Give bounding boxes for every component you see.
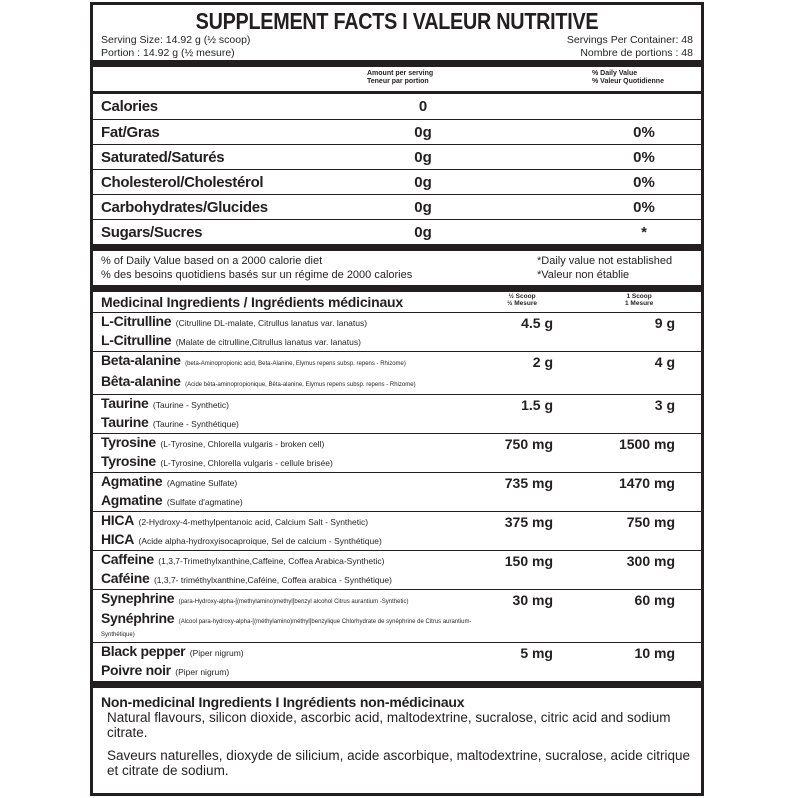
- ingredient-name-fr: Poivre noir: [101, 662, 171, 678]
- half-scoop-header: [507, 293, 537, 307]
- nutrient-dv: 0%: [633, 199, 655, 216]
- full-scoop-amount: 10 mg: [634, 645, 675, 661]
- full-scoop-header: [625, 293, 653, 307]
- panel-title: SUPPLEMENT FACTS I VALEUR NUTRITIVE: [195, 8, 599, 34]
- half-scoop-amount: 2 g: [532, 354, 553, 370]
- full-scoop-amount: 300 mg: [626, 553, 675, 569]
- non-medicinal-title: Non-medicinal Ingredients I Ingrédients non-médicinaux: [101, 694, 465, 710]
- servings-per-container-fr: Nombre de portions : 48: [580, 47, 693, 59]
- ingredient-desc-en: (1,3,7-Trimethylxanthine,Caffeine, Coffea Arabica-Synthetic): [158, 556, 385, 566]
- supplement-facts-panel: [90, 2, 704, 796]
- divider-thick: [93, 285, 701, 292]
- nutrient-dv: *: [641, 224, 647, 241]
- ingredient-row: [93, 351, 701, 394]
- ingredient-desc-en: (beta-Aminopropionic acid, Beta-Alanine, Elymus repens subsp. repens - Rhizome): [185, 361, 406, 367]
- half-scoop-amount: 1.5 g: [521, 397, 553, 413]
- full-scoop-amount: 1500 mg: [618, 436, 675, 452]
- ingredient-row: [93, 550, 701, 589]
- footnote-left-fr: % des besoins quotidiens basés sur un régime de 2000 calories: [101, 269, 413, 281]
- ingredient-name-fr: Caféine: [101, 570, 150, 586]
- nutrient-amount: 0g: [414, 174, 432, 191]
- ingredient-name-en: Black pepper: [101, 643, 186, 659]
- ingredient-desc-en: (Agmatine Sulfate): [166, 478, 238, 488]
- nutrition-header: [93, 67, 701, 91]
- nutrient-amount: 0g: [414, 149, 432, 166]
- nutrient-label: Calories: [101, 98, 158, 115]
- ingredient-desc-en: (Taurine - Synthetic): [152, 400, 229, 410]
- ingredient-name-fr: HICA: [101, 531, 135, 547]
- ingredient-row: [93, 472, 701, 511]
- footnote-left-en: % of Daily Value based on a 2000 calorie diet: [101, 255, 323, 267]
- nutrient-label: Carbohydrates/Glucides: [101, 199, 268, 216]
- ingredient-desc-fr: (Piper nigrum): [175, 667, 230, 677]
- nutrition-row: [93, 169, 701, 194]
- divider-thick: [93, 60, 701, 67]
- ingredient-row: [93, 394, 701, 433]
- non-medicinal-section: [93, 688, 701, 778]
- dv-header: [592, 70, 664, 86]
- full-scoop-fr: 1 Mesure: [625, 300, 654, 307]
- ingredient-name-en: Beta-alanine: [101, 352, 181, 368]
- nutrient-label: Fat/Gras: [101, 124, 160, 141]
- amount-header-en: Amount per serving: [367, 70, 434, 77]
- footnote-right-en: *Daily value not established: [537, 255, 673, 267]
- full-scoop-amount: 60 mg: [634, 592, 675, 608]
- nutrient-amount: 0g: [414, 199, 432, 216]
- ingredient-desc-fr: (L-Tyrosine, Chlorella vulgaris - cellule brisée): [160, 458, 333, 468]
- half-scoop-fr: ½ Mesure: [507, 300, 537, 307]
- ingredient-desc-fr: (Acide bêta-aminopropionique, Bêta-alanine, Elymus repens subsp. repens - Rhizome): [185, 382, 416, 388]
- ingredient-name-en: Taurine: [101, 395, 149, 411]
- ingredient-name-en: HICA: [101, 512, 135, 528]
- serving-row-en: [93, 34, 701, 47]
- daily-value-footnote: [93, 251, 701, 285]
- ingredient-desc-en: (L-Tyrosine, Chlorella vulgaris - broken cell): [160, 439, 325, 449]
- half-scoop-amount: 375 mg: [504, 514, 553, 530]
- ingredient-name-en: Agmatine: [101, 473, 163, 489]
- ingredient-desc-en: (2-Hydroxy-4-methylpentanoic acid, Calcium Salt - Synthetic): [138, 517, 369, 527]
- ingredient-row: [93, 433, 701, 472]
- ingredient-name-en: Caffeine: [101, 551, 154, 567]
- full-scoop-amount: 1470 mg: [618, 475, 675, 491]
- ingredient-row: [93, 642, 701, 681]
- ingredient-desc-fr: (Acide alpha-hydroxyisocaproique, Sel de calcium - Synthétique): [138, 536, 382, 546]
- ingredient-name-fr: Tyrosine: [101, 453, 156, 469]
- ingredient-name-fr: Bêta-alanine: [101, 373, 181, 389]
- nutrition-row: [93, 94, 701, 119]
- ingredient-desc-fr: (Malate de citrulline,Citrullus lanatus var. lanatus): [175, 337, 361, 347]
- serving-size-en: Serving Size: 14.92 g (½ scoop): [101, 34, 251, 46]
- ingredient-name-en: Tyrosine: [101, 434, 156, 450]
- ingredient-desc-fr: (Sulfate d'agmatine): [166, 497, 243, 507]
- full-scoop-amount: 9 g: [654, 315, 675, 331]
- half-scoop-amount: 750 mg: [504, 436, 553, 452]
- ingredient-desc-en: (para-Hydroxy-alpha-[(methylamino)methyl]benzyl alcohol Citrus aurantium -Synthetic): [178, 599, 409, 605]
- nutrient-dv: 0%: [633, 174, 655, 191]
- nutrient-amount: 0g: [414, 224, 432, 241]
- medicinal-title: Medicinal Ingredients / Ingrédients médicinaux: [101, 294, 403, 310]
- nutrient-label: Sugars/Sucres: [101, 224, 203, 241]
- half-scoop-en: ½ Scoop: [508, 293, 536, 300]
- ingredient-row: [93, 511, 701, 550]
- nutrient-label: Cholesterol/Cholestérol: [101, 174, 264, 191]
- half-scoop-amount: 30 mg: [512, 592, 553, 608]
- half-scoop-amount: 4.5 g: [521, 315, 553, 331]
- ingredient-row: [93, 589, 701, 642]
- nutrition-row: [93, 219, 701, 244]
- full-scoop-amount: 4 g: [654, 354, 675, 370]
- serving-size-fr: Portion : 14.92 g (½ mesure): [101, 47, 235, 59]
- ingredient-name-en: Synephrine: [101, 590, 175, 606]
- nutrient-label: Saturated/Saturés: [101, 149, 225, 166]
- ingredient-desc-fr: (Taurine - Synthétique): [152, 419, 239, 429]
- nutrition-row: [93, 194, 701, 219]
- medicinal-header: [93, 292, 701, 312]
- dv-header-fr: % Valeur Quotidienne: [592, 78, 664, 85]
- ingredient-name-en: L-Citrulline: [101, 313, 172, 329]
- divider-thick: [93, 681, 701, 688]
- half-scoop-amount: 150 mg: [504, 553, 553, 569]
- nutrition-row: [93, 144, 701, 169]
- nutrient-dv: 0%: [633, 149, 655, 166]
- footnote-right-fr: *Valeur non établie: [537, 269, 630, 281]
- ingredient-name-fr: Taurine: [101, 414, 149, 430]
- full-scoop-amount: 3 g: [654, 397, 675, 413]
- non-medicinal-text-en: Natural flavours, silicon dioxide, ascorbic acid, maltodextrine, sucralose, citric acid and sodium citrate.: [107, 710, 671, 740]
- footnote-right: [537, 254, 672, 282]
- amount-header: [367, 70, 433, 86]
- nutrient-amount: 0g: [414, 124, 432, 141]
- ingredient-desc-fr: (1,3,7- triméthylxanthine,Caféine, Coffea arabica - Synthétique): [153, 575, 392, 585]
- ingredient-name-fr: Synéphrine: [101, 610, 175, 626]
- amount-header-fr: Teneur par portion: [367, 78, 429, 85]
- full-scoop-en: 1 Scoop: [626, 293, 652, 300]
- servings-per-container-en: Servings Per Container: 48: [566, 34, 693, 46]
- full-scoop-amount: 750 mg: [626, 514, 675, 530]
- ingredient-name-fr: L-Citrulline: [101, 332, 172, 348]
- nutrition-table: [93, 94, 701, 244]
- nutrient-amount: 0: [418, 98, 428, 115]
- half-scoop-amount: 5 mg: [520, 645, 553, 661]
- ingredient-desc-en: (Piper nigrum): [189, 648, 244, 658]
- serving-row-fr: [93, 47, 701, 60]
- divider-thick: [93, 244, 701, 251]
- nutrition-row: [93, 119, 701, 144]
- nutrient-dv: 0%: [633, 124, 655, 141]
- dv-header-en: % Daily Value: [592, 70, 638, 77]
- ingredient-row: [93, 312, 701, 351]
- ingredient-name-fr: Agmatine: [101, 492, 163, 508]
- ingredient-desc-en: (Citrulline DL-malate, Citrullus lanatus var. lanatus): [175, 318, 368, 328]
- non-medicinal-text-fr: Saveurs naturelles, dioxyde de silicium, acide ascorbique, maltodextrine, sucralose, acide citrique et citrate de sodium.: [107, 748, 691, 778]
- ingredient-desc-fr: (Alcool para-hydroxy-alpha-[(méthylamino)méthyl]benzylique Chlorhydrate de synéphrine de Citrus aurantium- Synthétique): [101, 619, 472, 638]
- footnote-left: [101, 254, 412, 282]
- half-scoop-amount: 735 mg: [504, 475, 553, 491]
- medicinal-table: [93, 312, 701, 681]
